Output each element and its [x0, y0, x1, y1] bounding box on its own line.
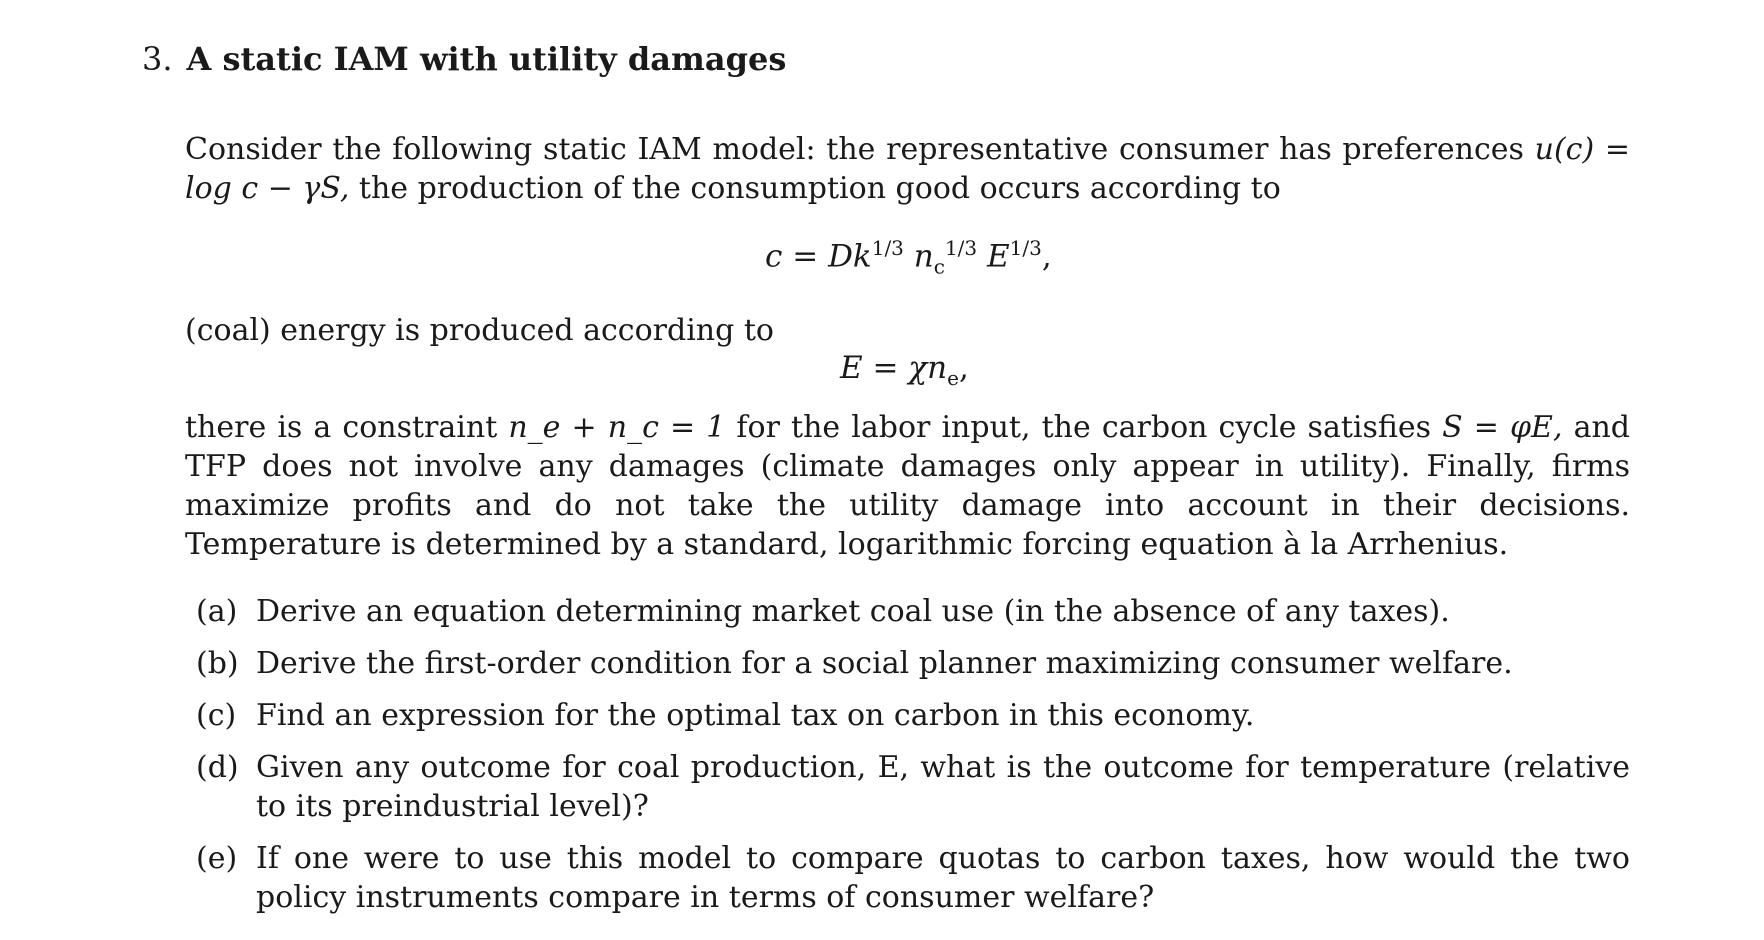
question-text: Given any outcome for coal production, E, what is the outcome for temperature (relative to its preindustrial level)?: [256, 750, 1630, 824]
intro-text-a: Consider the following static IAM model: the representative consumer has preferences: [185, 132, 1535, 167]
energy-equation: $E = \chi n_e$,: [840, 350, 969, 391]
cropped-text-line: [0, 0, 1764, 6]
utility-formula: u(c) = log c − γS,: [185, 132, 1630, 206]
question-list: [196, 592, 1630, 930]
question-text: Find an expression for the optimal tax on carbon in this economy.: [256, 698, 1255, 733]
question-text: Derive an equation determining market coal use (in the absence of any taxes).: [256, 594, 1450, 629]
question-item: [196, 748, 1630, 826]
energy-intro: (coal) energy is produced according to: [185, 313, 774, 348]
section-heading: [142, 40, 786, 78]
question-item: [196, 644, 1630, 683]
labor-constraint: n_e + n_c = 1: [508, 410, 726, 445]
question-item: [196, 839, 1630, 917]
carbon-cycle-equation: S = φE,: [1442, 410, 1563, 445]
intro-paragraph: [185, 130, 1630, 208]
question-item: [196, 696, 1630, 735]
question-label: (d): [196, 750, 239, 785]
section-number: 3.: [142, 40, 173, 78]
section-title: A static IAM with utility damages: [186, 40, 787, 78]
intro-text-b: the production of the consumption good occurs according to: [349, 171, 1281, 206]
constraints-text-b: for the labor input, the carbon cycle satisfies: [725, 410, 1443, 445]
constraints-text-c: and TFP does not involve any damages (climate damages only appear in utility). Finally, firms maximize profits and do not take the utility damage into account in their decisions. Temperature is determined by a standard, logarithmic forcing equation à la Arrhenius.: [185, 410, 1630, 562]
constraints-text-a: there is a constraint: [185, 410, 509, 445]
question-label: (c): [196, 698, 237, 733]
question-label: (a): [196, 594, 238, 629]
question-text: Derive the first-order condition for a social planner maximizing consumer welfare.: [256, 646, 1513, 681]
question-label: (b): [196, 646, 239, 681]
constraints-paragraph: [185, 408, 1630, 564]
question-label: (e): [196, 841, 238, 876]
question-text: If one were to use this model to compare quotas to carbon taxes, how would the two policy instruments compare in terms of consumer welfare?: [256, 841, 1630, 915]
question-item: [196, 592, 1630, 631]
production-equation: $c = Dk^{1/3}$ $n_c^{1/3}$ $E^{1/3}$,: [765, 236, 1052, 279]
